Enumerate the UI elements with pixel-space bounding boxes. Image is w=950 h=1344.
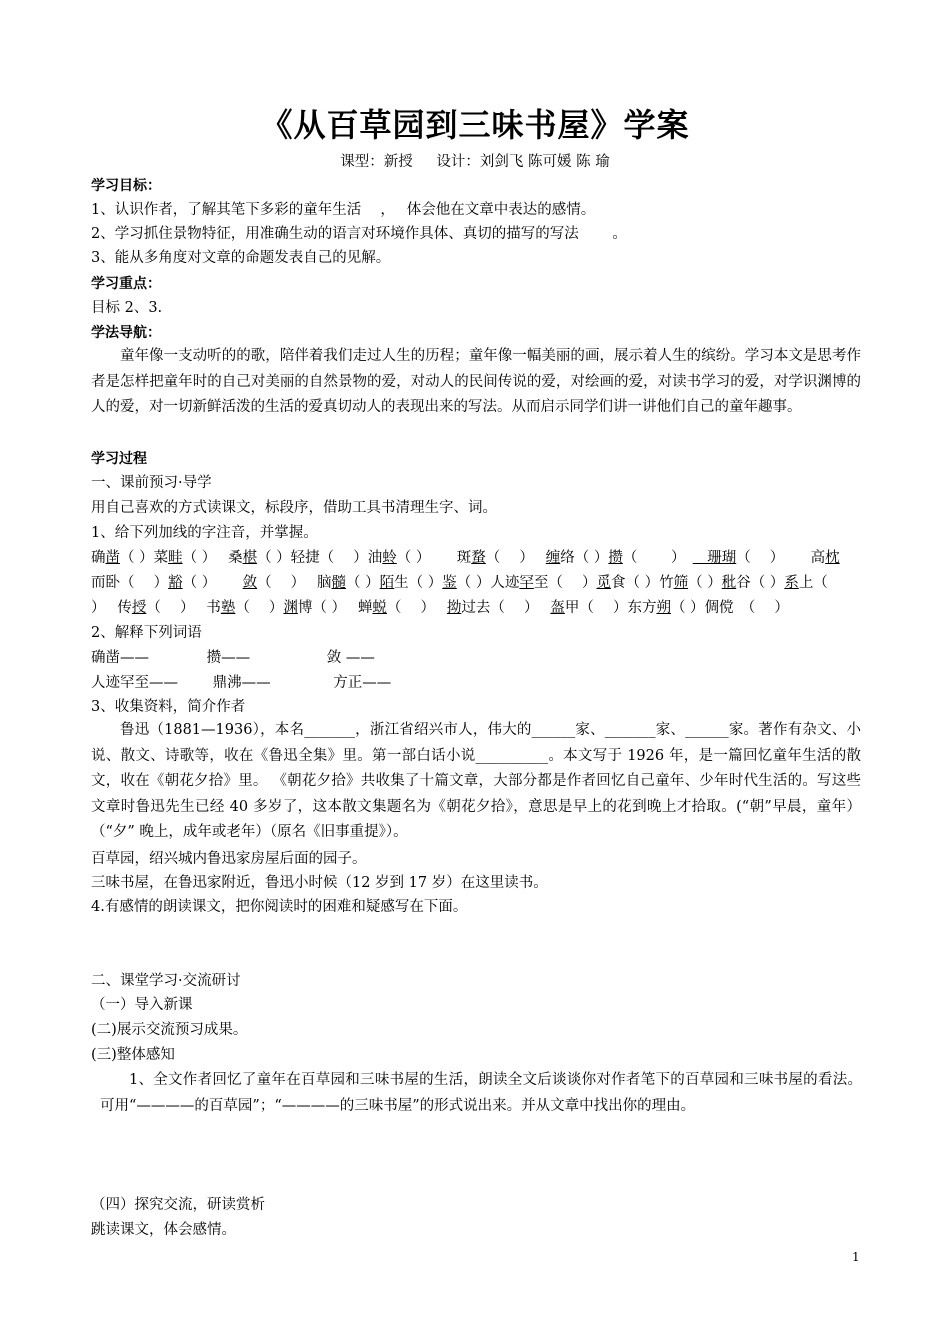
perception-task: 1、全文作者回忆了童年在百草园和三味书屋的生活，朗读全文后谈谈你对作者笔下的百草园和三味书屋的看法。可用“————的百草园”；“————的三味书屋”的形式说出来。并从文章中找出你的理由。 [100,1072,862,1114]
key-heading: 学习重点： [91,276,161,292]
underlined-char: 髓 [331,575,347,591]
class-heading: 二、课堂学习·交流研讨 [91,973,241,989]
class-item: (三)整体感知 [91,1047,175,1063]
author-paragraph: 鲁迅（1881—1936），本名_______，浙江省绍兴市人，伟大的______家、_______家、______家。著作有杂文、小说、散文、诗歌等，收在《鲁迅全集》里。第一部白话小说__________。本文写于 1926 年，是一篇回忆童年生活的散文，收在《朝花夕拾》里。 《朝花夕拾》共收集了十篇文章，大部分都是作者回忆自己童年、少年时代生活的。写这些文章时鲁迅先生已经 40 多岁了，这本散文集题名为《朝花夕拾》，意思是早上的花到晚上才拾取。(“朝”早晨，童年）（“夕” 晚上，成年或老年）（原名《旧事重提》）。 [91,722,861,840]
underlined-char: 豁 [168,575,183,591]
explain-word: 方正—— [333,675,392,691]
underlined-char: 凿 [105,550,120,566]
underlined-char: 椹 [242,550,258,566]
baicao-note: 百草园，绍兴城内鲁迅家房屋后面的园子。 [91,851,367,867]
underlined-char: 攒 [608,550,623,566]
document-title: 《从百草园到三味书屋》学案 [260,106,690,144]
sanwei-note: 三味书屋，在鲁迅家附近，鲁迅小时候（12 岁到 17 岁）在这里读书。 [91,875,548,891]
pre-heading: 一、课前预习·导学 [91,475,212,491]
underlined-char: 罕 [519,575,534,591]
document-subtitle: 课型：新授 设计：刘剑飞 陈可媛 陈 瑜 [340,154,610,170]
class-item: (二)展示交流预习成果。 [91,1022,248,1038]
collect-task: 3、收集资料，简介作者 [91,699,246,715]
underlined-char: 筛 [673,575,689,591]
underlined-char: 秕 [721,575,737,591]
read-task: 4.有感情的朗读课文，把你阅读时的困难和疑感写在下面。 [91,899,468,915]
underlined-char: 敛 [242,575,258,591]
method-paragraph: 童年像一支动听的的歌，陪伴着我们走过人生的历程；童年像一幅美丽的画，展示着人生的缤纷。学习本文是思考作者是怎样把童年时的自己对美丽的自然景物的爱，对动人的民间传说的爱，对绘画的爱，对读书学习的爱，对学识渊博的人的爱，对一切新鲜活泼的生活的爱真切动人的表现出来的写法。从而启示同学们讲一讲他们自己的童年趣事。 [91,348,861,415]
underlined-char: 授 [131,600,147,616]
underlined-char: 陌 [379,575,395,591]
underlined-char: 珊瑚 [692,550,737,566]
pinyin-line: ） 传授（ ） 书塾（ ）渊博（ ） 蝉蜕（ ） 拗过去（ ） 盔甲（ ）东方朔（ ）倜傥 （ ） [91,600,789,616]
explain-word: 人迹罕至—— [91,675,178,691]
underlined-char: 朔 [656,600,671,616]
underlined-char: 觅 [596,575,611,591]
page-number: 1 [852,1250,860,1264]
underlined-char: 蛉 [382,550,397,566]
method-heading: 学法导航： [91,325,161,341]
process-heading: 学习过程 [91,451,147,467]
goal-item-2: 2、学习抓住景物特征，用准确生动的语言对环境作具体、真切的描写的写法 。 [91,226,627,242]
underlined-char: 畦 [168,550,183,566]
pinyin-line: 确凿（ ）菜畦（ ） 桑椹（ ）轻捷（ ）油蛉（ ） 斑蝥（ ） 缠络（ ）攒（ ） 珊瑚（ ） 高枕 [91,550,840,566]
pre-intro: 用自己喜欢的方式读课文，标段序，借助工具书清理生字、词。 [91,500,497,516]
explain-row [91,648,871,668]
explain-word: 攒—— [206,650,251,666]
explain-word: 确凿—— [91,650,149,666]
explain-row [91,673,871,693]
explore-heading: （四）探究交流，研读赏析 [91,1197,265,1213]
underlined-char: 蝥 [471,550,486,566]
goals-heading: 学习目标： [91,178,161,194]
explain-word: 敛 —— [326,650,375,666]
goal-item-1: 1、认识作者，了解其笔下多彩的童年生活 ， 体会他在文章中表达的感情。 [91,202,596,218]
key-text: 目标 2、3. [91,300,163,316]
class-item: （一）导入新课 [91,997,193,1013]
goal-item-3: 3、能从多角度对文章的命题发表自己的见解。 [91,250,391,266]
underlined-char: 缠 [545,550,561,566]
pinyin-line: 而卧（ ）豁（ ） 敛（ ） 脑髓（ ）陌生（ ）鉴（ ）人迹罕至（ ）觅食（ ）竹筛（ ）秕谷（ ）系上（ [91,575,828,591]
underlined-char: 鉴 [442,575,457,591]
underlined-char: 渊 [283,600,298,616]
explain-task: 2、解释下列词语 [91,625,202,641]
underlined-char: 拗 [446,600,462,616]
underlined-char: 枕 [825,550,840,566]
underlined-char: 系 [784,575,799,591]
underlined-char: 塾 [220,600,236,616]
pinyin-task: 1、给下列加线的字注音，并掌握。 [91,525,318,541]
underlined-char: 盔 [550,600,565,616]
skim-task: 跳读课文，体会感情。 [91,1222,236,1238]
underlined-char: 蜕 [372,600,387,616]
explain-word: 鼎沸—— [212,675,271,691]
